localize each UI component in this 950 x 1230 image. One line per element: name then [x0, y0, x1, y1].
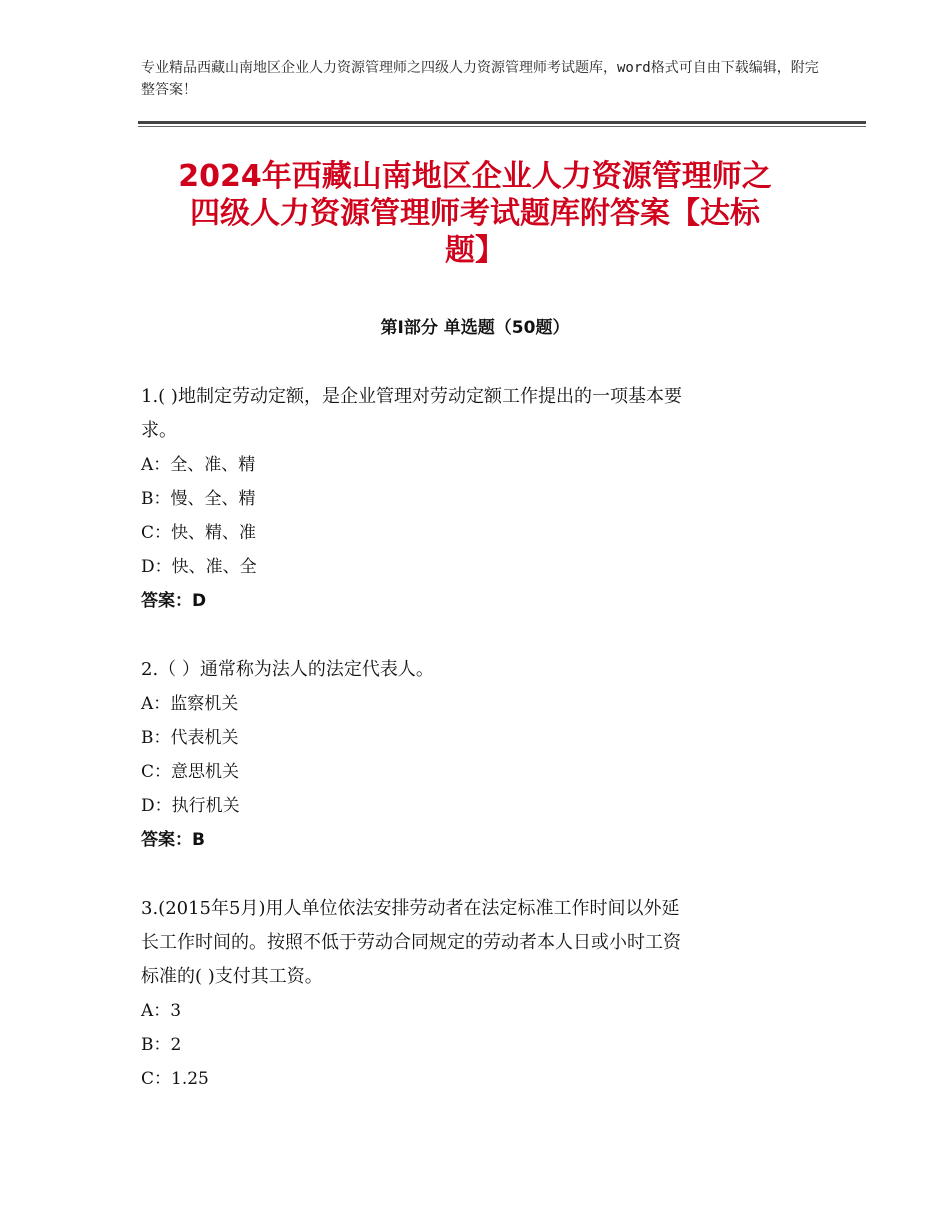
option-b: B：代表机关: [141, 728, 239, 748]
option-b: B：慢、全、精: [141, 489, 256, 509]
title-line: 题】: [445, 233, 505, 268]
option-d: D：执行机关: [141, 796, 240, 816]
question-1: [141, 380, 811, 618]
answer: 答案：B: [141, 830, 205, 850]
option-d: D：快、准、全: [141, 557, 257, 577]
document-title: [120, 158, 830, 269]
option-a: A：全、准、精: [141, 455, 256, 475]
question-stem-line: 3.(2015年5月)用人单位依法安排劳动者在法定标准工作时间以外延: [141, 898, 680, 919]
answer: 答案：D: [141, 591, 207, 611]
question-stem-line: 标准的( )支付其工资。: [141, 966, 323, 987]
option-a: A：监察机关: [141, 694, 239, 714]
option-b: B：2: [141, 1035, 182, 1055]
option-c: C：意思机关: [141, 762, 240, 782]
option-c: C：1.25: [141, 1069, 209, 1089]
section-title: 第Ⅰ部分 单选题（50题）: [380, 318, 570, 338]
header-note: 专业精品西藏山南地区企业人力资源管理师之四级人力资源管理师考试题库，word格式可自由下载编辑，附完整答案！: [141, 60, 819, 98]
question-stem-line: 求。: [141, 420, 177, 441]
header-divider-thin: [138, 126, 866, 127]
question-3: [141, 892, 811, 1096]
option-c: C：快、精、准: [141, 523, 257, 543]
option-a: A：3: [141, 1001, 182, 1021]
title-line: 四级人力资源管理师考试题库附答案【达标: [190, 196, 760, 231]
question-2: [141, 653, 811, 857]
question-stem-line: 长工作时间的。按照不低于劳动合同规定的劳动者本人日或小时工资: [141, 932, 681, 953]
question-stem-line: 1.( )地制定劳动定额，是企业管理对劳动定额工作提出的一项基本要: [141, 386, 682, 407]
question-stem-line: 2.（ ）通常称为法人的法定代表人。: [141, 659, 434, 680]
title-line: 2024年西藏山南地区企业人力资源管理师之: [178, 159, 772, 194]
header-divider-thick: [138, 121, 866, 124]
